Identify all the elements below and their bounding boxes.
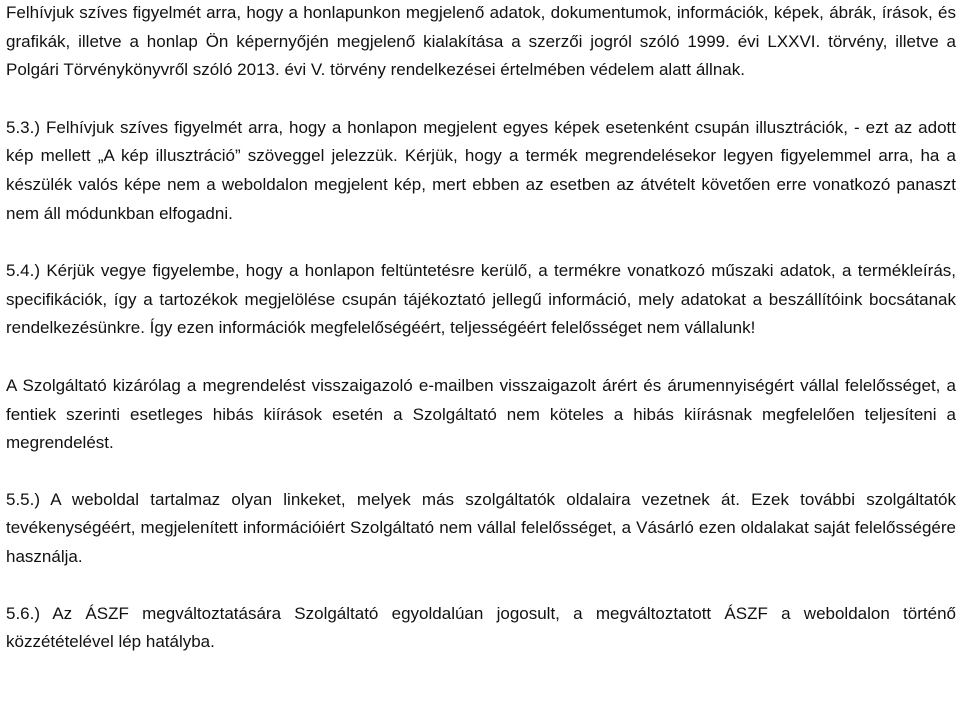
paragraph-intro: Felhívjuk szíves figyelmét arra, hogy a honlapunkon megjelenő adatok, dokumentumok, információk, képek, ábrák, írások, és grafikák, illetve a honlap Ön képernyőjén megjelenő kialakítása a szerzői jogról szóló 1999. évi LXXVI. törvény, illetve a Polgári Törvénykönyvről szóló 2013. évi V. törvény rendelkezései értelmében védelem alatt állnak. (6, 3, 956, 80)
paragraph-spacer (6, 228, 956, 257)
paragraph-5-5: 5.5.) A weboldal tartalmaz olyan linkeket, melyek más szolgáltatók oldalaira vezetnek át. Ezek további szolgáltatók tevékenységéért, megjelenített információiért Szolgáltató nem vállal felelősséget, a Vásárló ezen oldalakat saját felelősségére használja. (6, 489, 956, 566)
document-page (6, 0, 956, 657)
paragraph-spacer (6, 458, 956, 486)
paragraph-5-6: 5.6.) Az ÁSZF megváltoztatására Szolgáltató egyoldalúan jogosult, a megváltoztatott ÁSZF a weboldalon történő közzétételével lép hatályba. (6, 603, 956, 652)
paragraph-spacer (6, 85, 956, 114)
paragraph-5-3: 5.3.) Felhívjuk szíves figyelmét arra, hogy a honlapon megjelent egyes képek esetenként csupán illusztrációk, - ezt az adott kép mellett „A kép illusztráció” szöveggel jelezzük. Kérjük, hogy a termék megrendelésekor legyen figyelemmel arra, ha a készülék valós képe nem a weboldalon megjelent kép, mert ebben az esetben az átvételt követően erre vonatkozó panaszt nem áll módunkban elfogadni. (6, 117, 956, 223)
paragraph-spacer (6, 572, 956, 600)
paragraph-szolgaltato: A Szolgáltató kizárólag a megrendelést visszaigazoló e-mailben visszaigazolt árért és árumennyiségért vállal felelősséget, a fentiek szerinti esetleges hibás kiírások esetén a Szolgáltató nem köteles a hibás kiírásnak megfelelően teljesíteni a megrendelést. (6, 375, 956, 453)
paragraph-5-4: 5.4.) Kérjük vegye figyelembe, hogy a honlapon feltüntetésre kerülő, a termékre vonatkozó műszaki adatok, a termékleírás, specifikációk, így a tartozékok megjelölése csupán tájékoztató jellegű információ, mely adatokat a beszállítóink bocsátanak rendelkezésünkre. Így ezen információk megfelelőségéért, teljességéért felelősséget nem vállalunk! (6, 261, 956, 338)
paragraph-spacer (6, 343, 956, 372)
